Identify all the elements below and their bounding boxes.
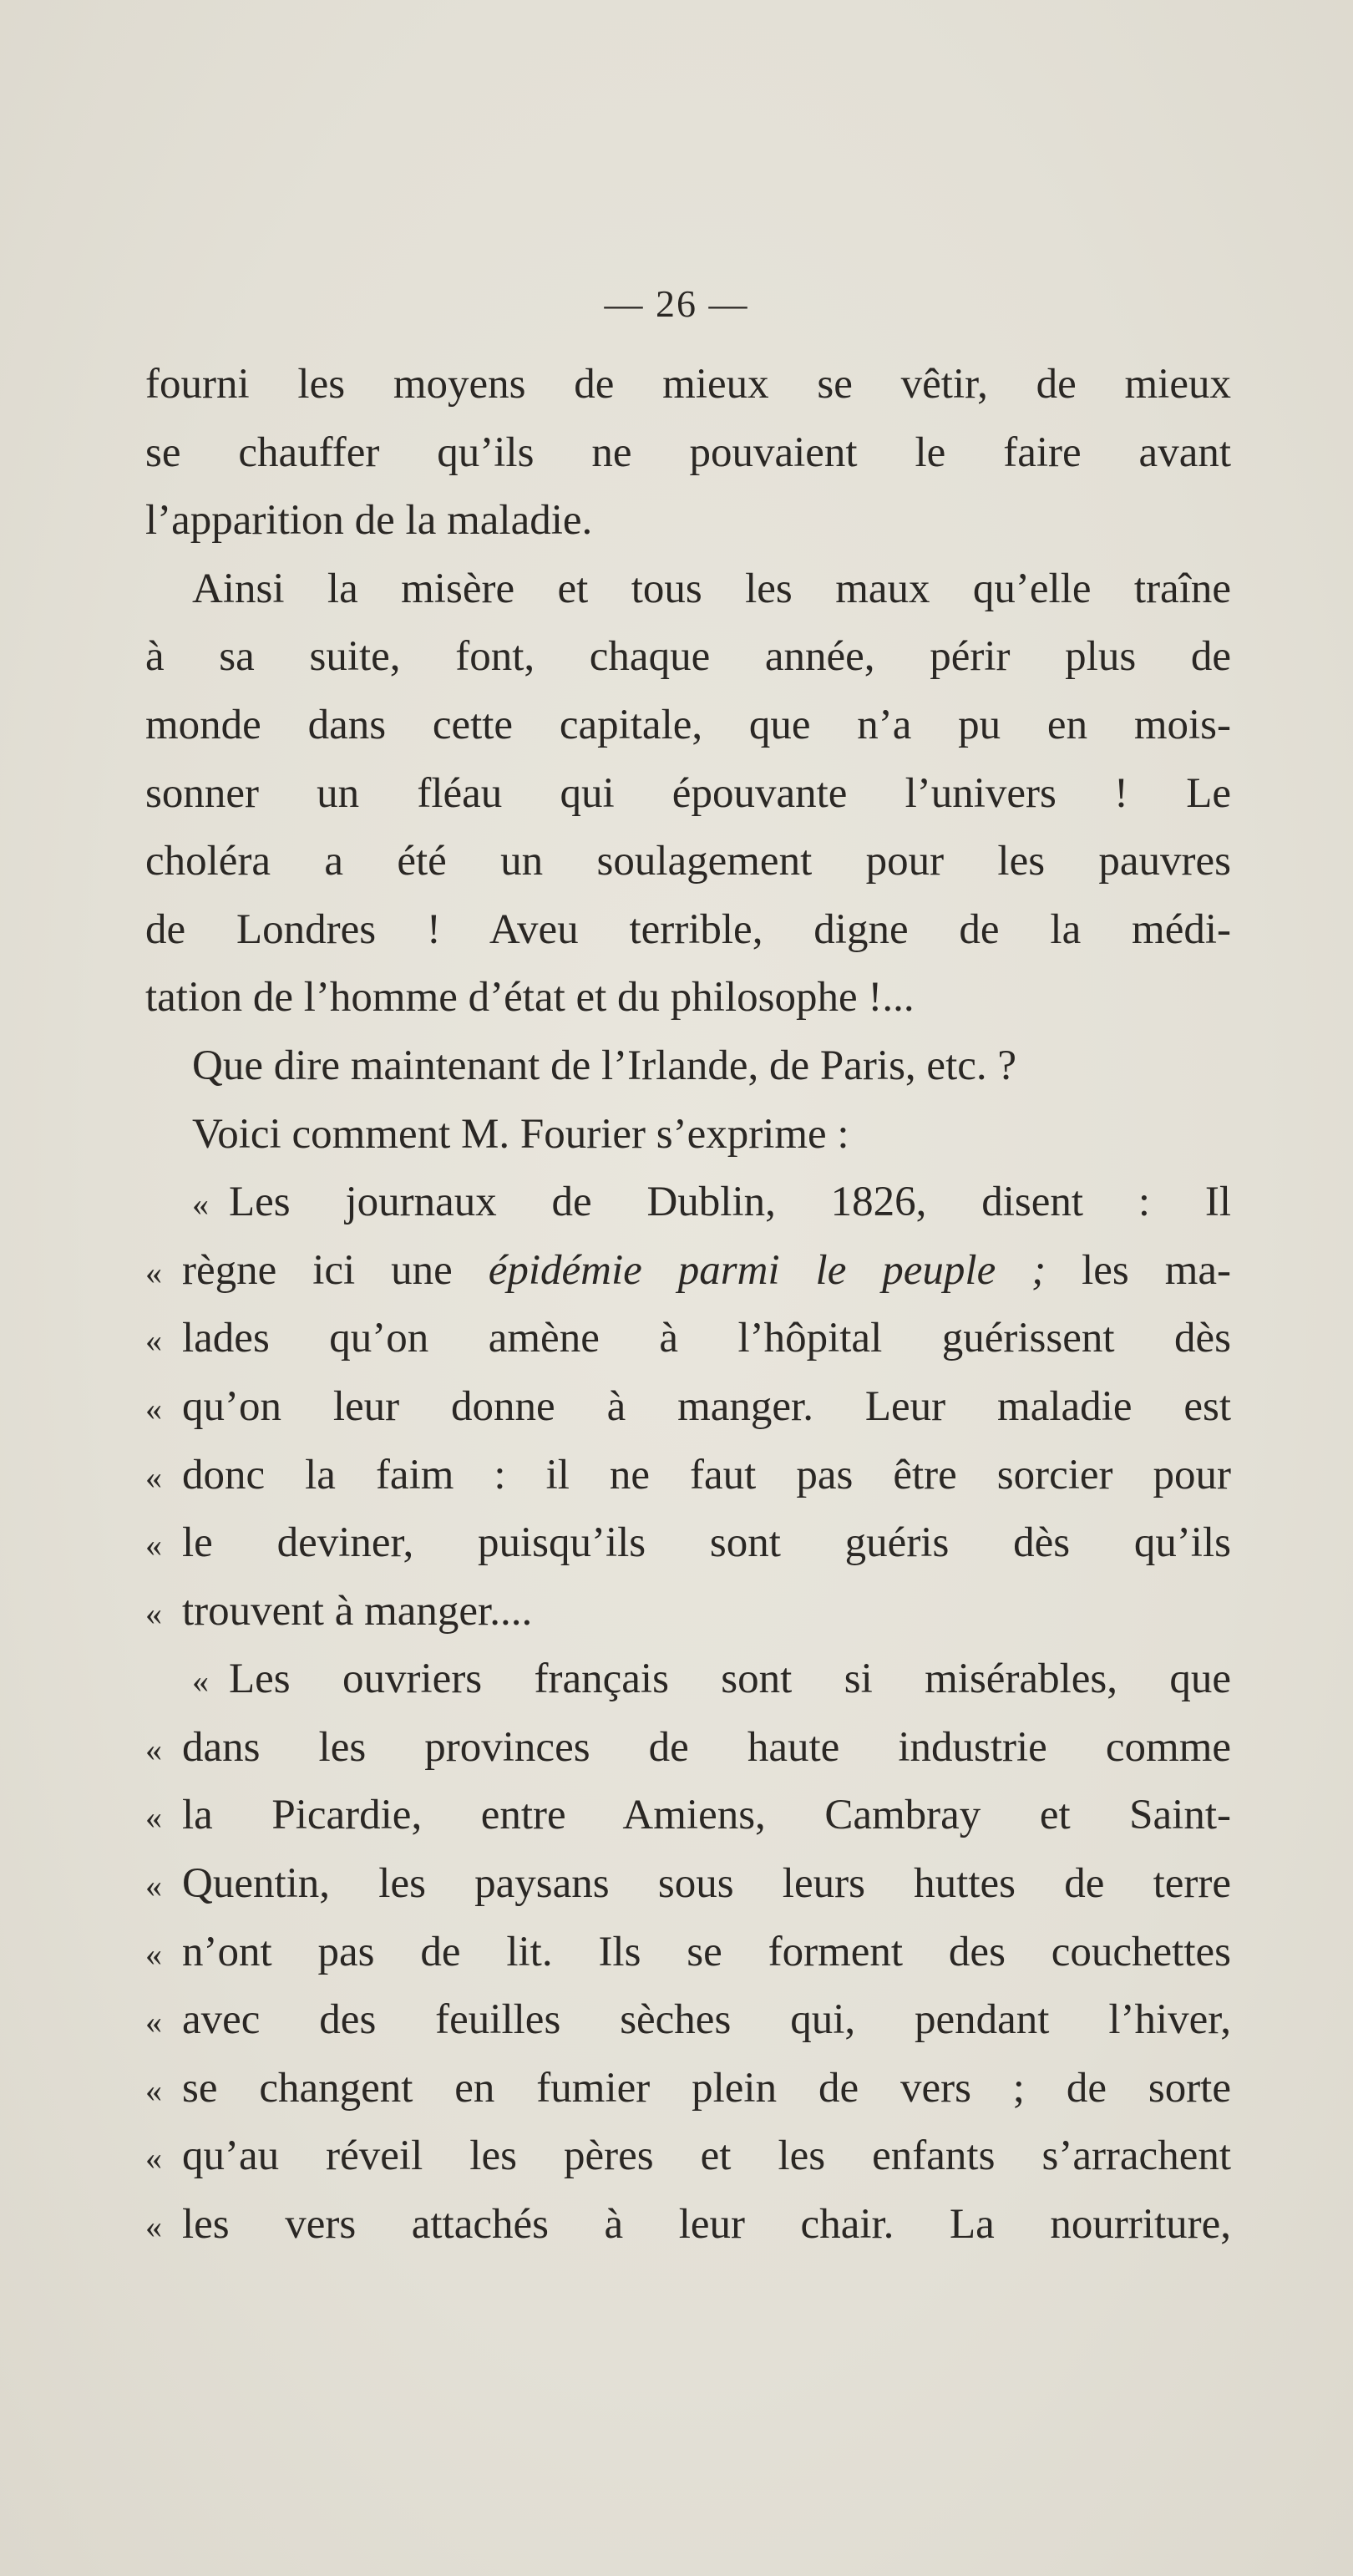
quoted-text: le deviner, puisqu’ils sont guéris dès qu’ils — [182, 1519, 1231, 1567]
page-body — [145, 351, 1231, 2259]
quote-mark: « — [145, 1389, 162, 1427]
text-line: Voici comment M. Fourier s’exprime : — [192, 1110, 849, 1158]
quoted-text: la Picardie, entre Amiens, Cambray et Saint- — [182, 1792, 1231, 1839]
quoted-text: n’ont pas de lit. Ils se forment des couchettes — [182, 1928, 1231, 1975]
quote-mark: « — [145, 1594, 162, 1632]
quote-mark: « — [192, 1662, 209, 1701]
quote-mark: « — [145, 2071, 162, 2109]
quoted-line — [145, 1305, 1231, 1373]
text-line: se chauffer qu’ils ne pouvaient le faire avant — [145, 428, 1231, 476]
text-line: tation de l’homme d’état et du philosophe !... — [145, 974, 915, 1022]
quoted-text: qu’on leur donne à manger. Leur maladie est — [182, 1382, 1231, 1430]
quoted-line — [145, 1442, 1231, 1510]
quoted-line — [145, 1919, 1231, 1987]
text-line: sonner un fléau qui épouvante l’univers ! Le — [145, 769, 1231, 817]
quoted-text-part: règne ici une — [182, 1246, 489, 1294]
text-line: l’apparition de la maladie. — [145, 497, 593, 545]
quoted-line — [145, 2122, 1231, 2191]
quote-mark: « — [192, 1185, 209, 1224]
quoted-text: lades qu’on amène à l’hôpital guérissent dès — [182, 1315, 1231, 1362]
quoted-text: se changent en fumier plein de vers ; de sorte — [182, 2064, 1231, 2112]
quoted-line — [145, 1578, 1231, 1646]
quote-mark: « — [145, 1935, 162, 1973]
text-line: de Londres ! Aveu terrible, digne de la médi- — [145, 905, 1231, 953]
text-line: à sa suite, font, chaque année, périr plus de — [145, 633, 1231, 681]
quoted-text: les vers attachés à leur chair. La nourriture, — [182, 2201, 1231, 2249]
quoted-line — [145, 1986, 1231, 2055]
page-number: — 26 — — [604, 282, 749, 325]
quoted-text: dans les provinces de haute industrie comme — [182, 1723, 1231, 1771]
quoted-line — [145, 1237, 1231, 1306]
quoted-line — [145, 1782, 1231, 1850]
italic-phrase: épidémie parmi le peuple ; — [488, 1246, 1046, 1294]
quote-mark: « — [145, 1798, 162, 1837]
quoted-line — [145, 1169, 1231, 1237]
text-line: choléra a été un soulagement pour les pauvres — [145, 838, 1231, 885]
quoted-text: Les journaux de Dublin, 1826, disent : Il — [229, 1179, 1231, 1226]
quoted-text — [182, 1237, 1231, 1306]
quoted-text: Quentin, les paysans sous leurs huttes de terre — [182, 1860, 1231, 1908]
quote-mark: « — [145, 1730, 162, 1768]
quoted-line — [145, 2191, 1231, 2259]
quoted-text: trouvent à manger.... — [182, 1587, 533, 1635]
quoted-line — [145, 1714, 1231, 1782]
quote-mark: « — [145, 2003, 162, 2041]
quoted-text: Les ouvriers français sont si misérables, que — [229, 1656, 1231, 1703]
quoted-line — [145, 1645, 1231, 1714]
quote-mark: « — [145, 2139, 162, 2178]
quote-mark: « — [145, 2208, 162, 2246]
text-line: fourni les moyens de mieux se vêtir, de mieux — [145, 361, 1231, 408]
quote-mark: « — [145, 1321, 162, 1360]
quoted-text: donc la faim : il ne faut pas être sorcier pour — [182, 1451, 1231, 1498]
quoted-line — [145, 1850, 1231, 1919]
quoted-line — [145, 1509, 1231, 1578]
quote-mark: « — [145, 1526, 162, 1564]
quote-mark: « — [145, 1253, 162, 1291]
text-line: monde dans cette capitale, que n’a pu en mois- — [145, 701, 1231, 748]
quote-mark: « — [145, 1458, 162, 1496]
quoted-text: avec des feuilles sèches qui, pendant l’hiver, — [182, 1996, 1231, 2044]
quoted-line — [145, 1373, 1231, 1442]
quoted-line — [145, 2055, 1231, 2123]
quoted-text: qu’au réveil les pères et les enfants s’arrachent — [182, 2132, 1231, 2180]
text-line: Ainsi la misère et tous les maux qu’elle traîne — [192, 565, 1231, 612]
quoted-text-part: les ma- — [1046, 1246, 1231, 1294]
quote-mark: « — [145, 1867, 162, 1905]
text-line: Que dire maintenant de l’Irlande, de Paris, etc. ? — [192, 1042, 1017, 1089]
